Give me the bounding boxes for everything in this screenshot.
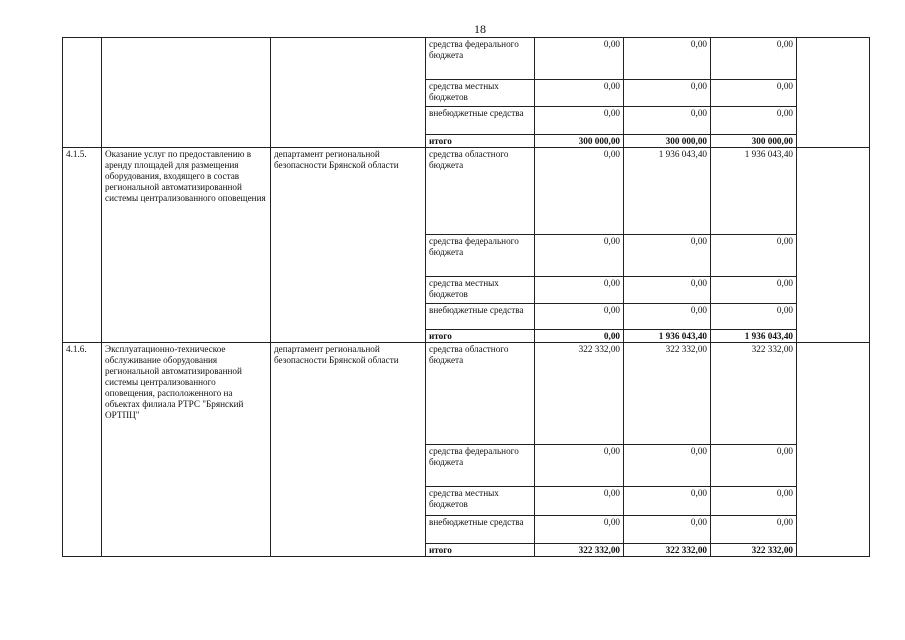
total-value: 1 936 043,40 bbox=[711, 330, 797, 343]
page-number: 18 bbox=[474, 22, 486, 36]
value-cell: 0,00 bbox=[711, 516, 797, 544]
empty-cell bbox=[797, 148, 870, 343]
value-cell: 0,00 bbox=[711, 277, 797, 304]
value-cell: 0,00 bbox=[711, 38, 797, 80]
funding-source: средства местных бюджетов bbox=[426, 277, 535, 304]
value-cell: 0,00 bbox=[711, 107, 797, 135]
empty-cell bbox=[797, 38, 870, 148]
value-cell: 0,00 bbox=[535, 304, 624, 330]
funding-source: средства местных бюджетов bbox=[426, 487, 535, 516]
funding-source: средства областного бюджета bbox=[426, 343, 535, 445]
value-cell: 0,00 bbox=[535, 80, 624, 107]
total-value: 300 000,00 bbox=[711, 135, 797, 148]
value-cell: 0,00 bbox=[535, 516, 624, 544]
value-cell: 0,00 bbox=[535, 487, 624, 516]
value-cell: 0,00 bbox=[535, 277, 624, 304]
funding-source: итого bbox=[426, 135, 535, 148]
funding-source: итого bbox=[426, 544, 535, 557]
item-executor: департамент региональной безопасности Брянской области bbox=[271, 148, 426, 343]
total-value: 322 332,00 bbox=[711, 544, 797, 557]
funding-source: итого bbox=[426, 330, 535, 343]
value-cell: 0,00 bbox=[535, 107, 624, 135]
total-value: 0,00 bbox=[535, 330, 624, 343]
total-value: 322 332,00 bbox=[624, 544, 711, 557]
value-cell: 0,00 bbox=[624, 235, 711, 277]
funding-source: внебюджетные средства bbox=[426, 304, 535, 330]
funding-source: средства федерального бюджета bbox=[426, 235, 535, 277]
total-value: 300 000,00 bbox=[535, 135, 624, 148]
item-code: 4.1.5. bbox=[63, 148, 102, 343]
funding-source: средства федерального бюджета bbox=[426, 38, 535, 80]
value-cell: 0,00 bbox=[624, 277, 711, 304]
value-cell: 0,00 bbox=[711, 304, 797, 330]
funding-source: внебюджетные средства bbox=[426, 107, 535, 135]
value-cell: 0,00 bbox=[624, 516, 711, 544]
value-cell: 0,00 bbox=[624, 304, 711, 330]
value-cell: 1 936 043,40 bbox=[624, 148, 711, 235]
value-cell: 0,00 bbox=[711, 80, 797, 107]
table-row bbox=[63, 343, 870, 445]
description-cell bbox=[102, 38, 271, 148]
value-cell: 1 936 043,40 bbox=[711, 148, 797, 235]
funding-source: средства областного бюджета bbox=[426, 148, 535, 235]
item-executor: департамент региональной безопасности Брянской области bbox=[271, 343, 426, 557]
value-cell: 0,00 bbox=[535, 235, 624, 277]
funding-source: средства федерального бюджета bbox=[426, 445, 535, 487]
code-cell bbox=[63, 38, 102, 148]
value-cell: 0,00 bbox=[624, 487, 711, 516]
item-description: Оказание услуг по предоставлению в аренду площадей для размещения оборудования, входящего в состав региональной автоматизированной системы централизованного оповещения bbox=[102, 148, 271, 343]
empty-cell bbox=[797, 343, 870, 557]
table-row bbox=[63, 148, 870, 235]
value-cell: 0,00 bbox=[535, 38, 624, 80]
value-cell: 322 332,00 bbox=[711, 343, 797, 445]
funding-source: средства местных бюджетов bbox=[426, 80, 535, 107]
value-cell: 0,00 bbox=[624, 445, 711, 487]
funding-source: внебюджетные средства bbox=[426, 516, 535, 544]
value-cell: 0,00 bbox=[535, 148, 624, 235]
total-value: 300 000,00 bbox=[624, 135, 711, 148]
value-cell: 0,00 bbox=[711, 487, 797, 516]
value-cell: 0,00 bbox=[711, 235, 797, 277]
value-cell: 0,00 bbox=[711, 445, 797, 487]
item-description: Эксплуатационно-техническое обслуживание оборудования региональной автоматизированной системы централизованного оповещения, расположенного на объектах филиала РТРС "Брянский ОРТПЦ" bbox=[102, 343, 271, 557]
value-cell: 0,00 bbox=[535, 445, 624, 487]
value-cell: 322 332,00 bbox=[535, 343, 624, 445]
budget-table bbox=[62, 37, 870, 557]
table-row bbox=[63, 38, 870, 80]
value-cell: 0,00 bbox=[624, 107, 711, 135]
total-value: 1 936 043,40 bbox=[624, 330, 711, 343]
item-code: 4.1.6. bbox=[63, 343, 102, 557]
value-cell: 0,00 bbox=[624, 80, 711, 107]
executor-cell bbox=[271, 38, 426, 148]
value-cell: 0,00 bbox=[624, 38, 711, 80]
value-cell: 322 332,00 bbox=[624, 343, 711, 445]
total-value: 322 332,00 bbox=[535, 544, 624, 557]
